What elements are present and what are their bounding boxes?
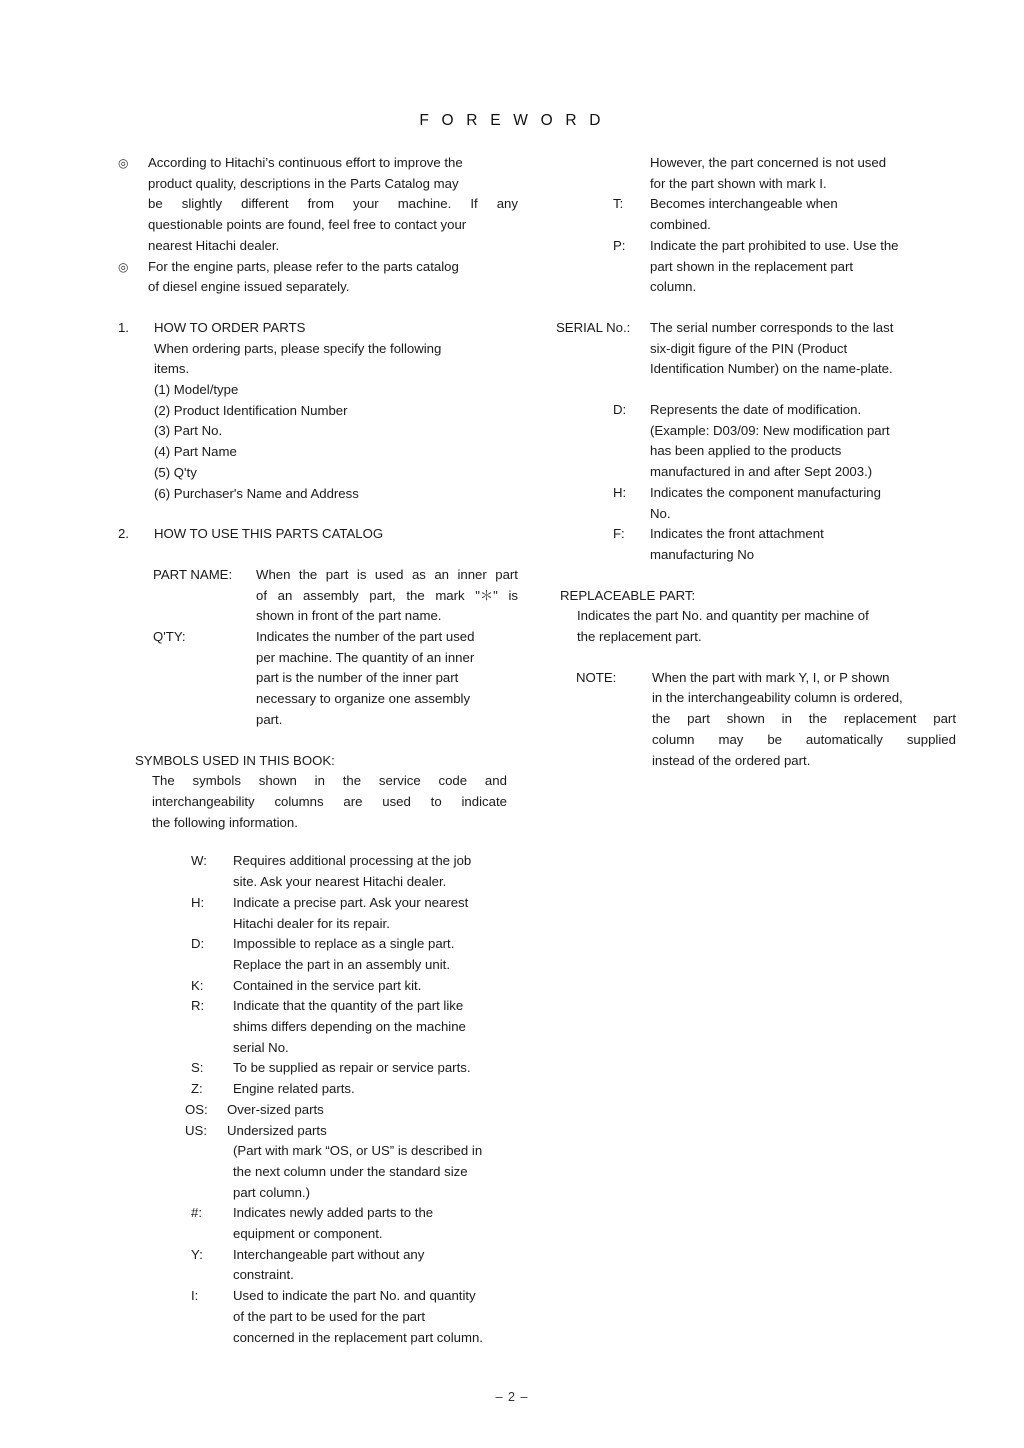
text-line: Hitachi dealer for its repair. <box>233 915 390 931</box>
section-how-to-use-catalog <box>118 524 518 545</box>
text-line: Indicates the part No. and quantity per machine of <box>577 608 869 624</box>
text-line: (Example: D03/09: New modification part <box>650 422 890 438</box>
text-line: the replacement part. <box>577 629 702 645</box>
text-line: constraint. <box>233 1267 294 1283</box>
engine-parts-bullet <box>118 257 518 298</box>
text-line: Indicates the number of the part used <box>256 629 475 645</box>
symbol-entry-z <box>191 1079 518 1100</box>
symbol-code: H: <box>191 894 205 910</box>
text-line: in the interchangeability column is ordered, <box>652 690 903 706</box>
symbol-entry-y <box>191 1245 518 1286</box>
text-line: Engine related parts. <box>233 1081 355 1097</box>
text-line: concerned in the replacement part column. <box>233 1329 483 1345</box>
symbol-entry-h <box>191 893 518 934</box>
text-line: Contained in the service part kit. <box>233 977 422 993</box>
text-line: Indicates the front attachment <box>650 526 824 542</box>
page-number: – 2 – <box>495 1390 529 1404</box>
text-line: site. Ask your nearest Hitachi dealer. <box>233 874 447 890</box>
definition-part-name <box>153 565 518 627</box>
text-line: Indicate that the quantity of the part like <box>233 998 464 1014</box>
symbol-code: W: <box>191 853 207 869</box>
list-item: (5) Q'ty <box>154 464 197 480</box>
serial-label: SERIAL No.: <box>556 319 631 335</box>
text-line-justified: interchangeability columns are used to indicate <box>152 793 507 809</box>
text-line: part is the number of the inner part <box>256 670 459 686</box>
symbol-entry-k <box>191 976 518 997</box>
symbol-entry-i <box>191 1286 518 1348</box>
note-label: NOTE: <box>576 669 617 685</box>
text-line-justified: of an assembly part, the mark "＊" is <box>256 587 518 603</box>
definition-body <box>256 565 518 627</box>
list-item: (3) Part No. <box>154 423 223 439</box>
symbols-intro <box>152 771 518 833</box>
text-line: items. <box>154 361 190 377</box>
mark-code: T: <box>613 196 624 212</box>
symbol-code: K: <box>191 977 204 993</box>
serial-marks-list <box>613 400 956 566</box>
text-line: the following information. <box>152 814 298 830</box>
list-item: (1) Model/type <box>154 382 239 398</box>
note-section <box>576 668 956 772</box>
definition-body <box>256 627 518 731</box>
symbol-code: Y: <box>191 1246 203 1262</box>
symbol-code: OS: <box>185 1101 208 1117</box>
symbol-entry-os <box>185 1100 518 1121</box>
right-column <box>556 153 956 771</box>
symbol-code: R: <box>191 998 205 1014</box>
list-item: (6) Purchaser's Name and Address <box>154 485 359 501</box>
text-line: Impossible to replace as a single part. <box>233 936 455 952</box>
text-line: six-digit figure of the PIN (Product <box>650 340 848 356</box>
mark-i-continuation <box>650 153 956 194</box>
symbol-entry-w <box>191 851 518 892</box>
definitions-block <box>153 565 518 731</box>
text-line: combined. <box>650 217 711 233</box>
symbol-code: D: <box>191 936 205 952</box>
section-number: 1. <box>118 319 129 335</box>
text-line: When ordering parts, please specify the following <box>154 340 442 356</box>
symbol-code: #: <box>191 1205 202 1221</box>
text-line-justified: When the part is used as an inner part <box>256 566 518 582</box>
text-line: instead of the ordered part. <box>652 752 811 768</box>
text-line: for the part shown with mark I. <box>650 175 827 191</box>
text-line: Replace the part in an assembly unit. <box>233 956 450 972</box>
mark-code: P: <box>613 237 626 253</box>
text-line: necessary to organize one assembly <box>256 691 471 707</box>
text-line: Undersized parts <box>227 1122 327 1138</box>
text-line: Indicates the component manufacturing <box>650 484 881 500</box>
page-title: F O R E W O R D <box>419 112 605 129</box>
engine-parts-text <box>148 257 518 298</box>
serial-mark-entry-h <box>613 483 956 524</box>
definition-label: PART NAME: <box>153 566 233 582</box>
text-line: Requires additional processing at the job <box>233 853 472 869</box>
symbol-entry-us <box>185 1121 518 1142</box>
text-line: column. <box>650 279 697 295</box>
symbol-entry-s <box>191 1058 518 1079</box>
foreword-bullet <box>118 153 518 257</box>
text-line: However, the part concerned is not used <box>650 155 887 170</box>
text-line: nearest Hitachi dealer. <box>148 237 280 253</box>
symbol-entry-hash <box>191 1203 518 1244</box>
text-line: manufacturing No <box>650 546 755 562</box>
definition-label: Q'TY: <box>153 629 186 645</box>
text-line: has been applied to the products <box>650 443 842 459</box>
replaceable-part-heading: REPLACEABLE PART: <box>560 587 696 603</box>
text-line-justified: The symbols shown in the service code and <box>152 773 507 789</box>
section-how-to-order-parts <box>118 318 518 504</box>
section-number: 2. <box>118 526 129 542</box>
text-line: part column.) <box>233 1184 310 1200</box>
serial-no-definition <box>556 318 956 380</box>
text-line: shims differs depending on the machine <box>233 1019 466 1035</box>
mark-code: F: <box>613 526 625 542</box>
note-body <box>652 668 956 772</box>
bullet-marker-icon: ◎ <box>118 156 129 170</box>
symbol-note-os-us <box>191 1141 518 1203</box>
text-line: manufactured in and after Sept 2003.) <box>650 464 873 480</box>
text-line: Interchangeable part without any <box>233 1246 425 1262</box>
text-line: For the engine parts, please refer to the parts catalog <box>148 258 459 274</box>
text-line: Represents the date of modification. <box>650 402 862 418</box>
text-line-justified: be slightly different from your machine. If any <box>148 196 518 212</box>
mark-code: H: <box>613 484 627 500</box>
serial-mark-entry-f <box>613 524 956 565</box>
text-line: No. <box>650 505 671 521</box>
replaceable-part-section <box>560 586 956 648</box>
marks-list <box>613 194 956 298</box>
list-item: (2) Product Identification Number <box>154 402 348 418</box>
mark-entry-t <box>613 194 956 235</box>
symbols-section <box>135 751 518 1349</box>
symbol-code: I: <box>191 1288 199 1304</box>
text-line: To be supplied as repair or service parts. <box>233 1060 471 1076</box>
text-line: Indicate a precise part. Ask your nearest <box>233 894 469 910</box>
text-line: (Part with mark “OS, or US” is described in <box>233 1143 483 1159</box>
symbol-code: US: <box>185 1122 207 1138</box>
text-line: Indicates newly added parts to the <box>233 1205 434 1221</box>
foreword-bullet-text <box>148 153 518 257</box>
text-line: Indicate the part prohibited to use. Use the <box>650 237 899 253</box>
text-line: The serial number corresponds to the last <box>650 319 894 335</box>
text-line: Used to indicate the part No. and quantity <box>233 1288 476 1304</box>
text-line: serial No. <box>233 1039 289 1055</box>
text-line-justified: the part shown in the replacement part <box>652 711 956 727</box>
text-line: equipment or component. <box>233 1226 383 1242</box>
left-column <box>118 153 518 1348</box>
symbol-entry-r <box>191 996 518 1058</box>
text-line: the next column under the standard size <box>233 1163 468 1179</box>
text-line: of the part to be used for the part <box>233 1308 426 1324</box>
text-line: per machine. The quantity of an inner <box>256 649 475 665</box>
text-line: product quality, descriptions in the Parts Catalog may <box>148 175 459 191</box>
text-line-justified: column may be automatically supplied <box>652 731 956 747</box>
symbol-entry-d <box>191 934 518 975</box>
text-line: According to Hitachi’s continuous effort to improve the <box>148 155 463 170</box>
text-line: When the part with mark Y, I, or P shown <box>652 669 890 685</box>
text-line: shown in front of the part name. <box>256 608 442 624</box>
bullet-marker-icon: ◎ <box>118 259 129 274</box>
symbol-code: Z: <box>191 1081 203 1097</box>
replaceable-part-body <box>577 606 956 647</box>
text-line: of diesel engine issued separately. <box>148 279 350 295</box>
symbols-heading: SYMBOLS USED IN THIS BOOK: <box>135 752 335 768</box>
serial-mark-entry-d <box>613 400 956 483</box>
definition-qty <box>153 627 518 731</box>
text-line: part. <box>256 711 283 727</box>
text-line: Over-sized parts <box>227 1101 324 1117</box>
section-heading: HOW TO ORDER PARTS <box>154 319 306 335</box>
section-heading: HOW TO USE THIS PARTS CATALOG <box>154 526 384 542</box>
mark-entry-p <box>613 236 956 298</box>
text-line: part shown in the replacement part <box>650 258 854 274</box>
text-line: Identification Number) on the name-plate. <box>650 361 893 377</box>
symbols-list <box>185 851 518 1348</box>
text-line: Becomes interchangeable when <box>650 196 838 212</box>
symbol-code: S: <box>191 1060 204 1076</box>
list-item: (4) Part Name <box>154 444 237 460</box>
mark-code: D: <box>613 402 627 418</box>
text-line: questionable points are found, feel free to contact your <box>148 217 467 233</box>
